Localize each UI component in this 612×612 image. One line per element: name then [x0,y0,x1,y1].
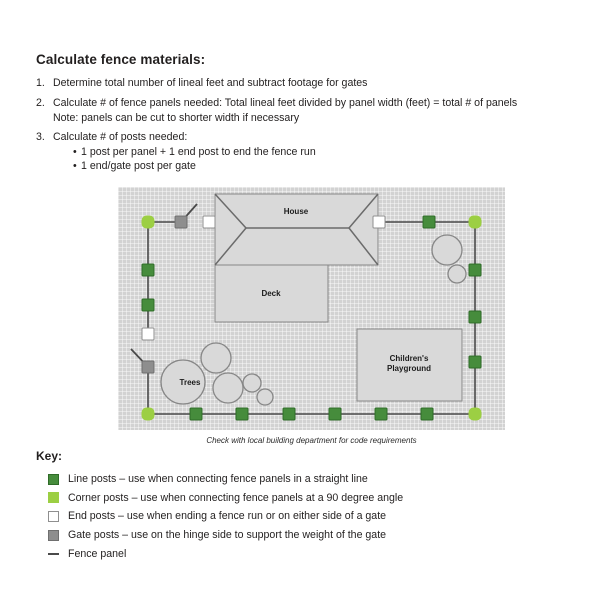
yard-plan-diagram [118,187,505,430]
step-1 [36,77,584,91]
key-label: Line posts – use when connecting fence panels in a straight line [68,473,368,486]
swatch-cell [48,492,68,503]
end-post-icon [203,216,215,228]
bullet-item [73,146,584,160]
end-post-icon [142,328,154,340]
key-label: Fence panel [68,547,127,560]
step-text: Determine total number of lineal feet and subtract footage for gates [53,77,368,89]
key-item-line-posts [36,470,584,489]
key-section [36,449,584,563]
line-post-icon [142,299,154,311]
bullet-icon: • [73,159,77,172]
step-text [53,97,584,126]
tree-circle [201,343,231,373]
step-number: 2. [36,96,45,109]
tree-circle [213,373,243,403]
bullet-text: 1 end/gate post per gate [81,159,196,172]
corner-post-icon [142,216,155,229]
step-2-note: Note: panels can be cut to shorter width if necessary [53,111,300,124]
corner-post-icon [142,408,155,421]
bullet-text: 1 post per panel + 1 end post to end the fence run [81,146,316,159]
instructions-section [36,52,584,180]
swatch-cell [48,474,68,485]
step-2 [36,97,584,126]
bullet-icon: • [73,146,77,159]
corner-post-icon [469,216,482,229]
step-number: 3. [36,131,45,144]
page-title: Calculate fence materials: [36,52,206,67]
tree-circle [257,389,273,405]
line-post-swatch-icon [48,474,59,485]
key-title: Key: [36,449,63,463]
bullet-item [73,160,584,174]
swatch-cell [48,511,68,522]
step-3-bullets [53,146,584,174]
house-label: House [283,207,309,216]
line-post-icon [469,311,481,323]
corner-post-icon [469,408,482,421]
step-number: 1. [36,77,45,89]
line-post-icon [283,408,295,420]
diagram-svg [118,187,505,430]
step-3-text: Calculate # of posts needed: [53,131,188,144]
line-post-icon [423,216,435,228]
key-item-gate-posts [36,526,584,545]
line-post-icon [469,356,481,368]
tree-circle [448,265,466,283]
tree-circle [432,235,462,265]
key-item-corner-posts [36,489,584,508]
key-item-end-posts [36,507,584,526]
end-post-swatch-icon [48,511,59,522]
key-item-fence-panel [36,544,584,563]
end-post-icon [373,216,385,228]
swatch-cell [48,530,68,541]
line-post-icon [329,408,341,420]
house-outline [215,194,378,265]
step-3 [36,131,584,173]
gate-post-icon [175,216,187,228]
line-post-icon [142,264,154,276]
gate-post-icon [142,361,154,373]
line-post-icon [469,264,481,276]
line-post-icon [190,408,202,420]
fence-panel-swatch-icon [48,553,59,555]
key-label: Gate posts – use on the hinge side to support the weight of the gate [68,529,387,542]
step-text [53,131,584,173]
swatch-cell [48,553,68,555]
key-label: End posts – use when ending a fence run or on either side of a gate [68,510,387,523]
playground-label: Children's Playground [386,354,432,373]
tree-circle [243,374,261,392]
corner-post-swatch-icon [48,492,59,503]
key-label: Corner posts – use when connecting fence panels at a 90 degree angle [68,491,404,504]
trees-label: Trees [179,378,201,387]
line-post-icon [375,408,387,420]
deck-label: Deck [261,289,281,298]
line-post-icon [236,408,248,420]
line-post-icon [421,408,433,420]
diagram-caption: Check with local building department for code requirements [206,436,417,445]
gate-post-swatch-icon [48,530,59,541]
step-2-text: Calculate # of fence panels needed: Total lineal feet divided by panel width (feet) = total # of panels [53,96,518,109]
